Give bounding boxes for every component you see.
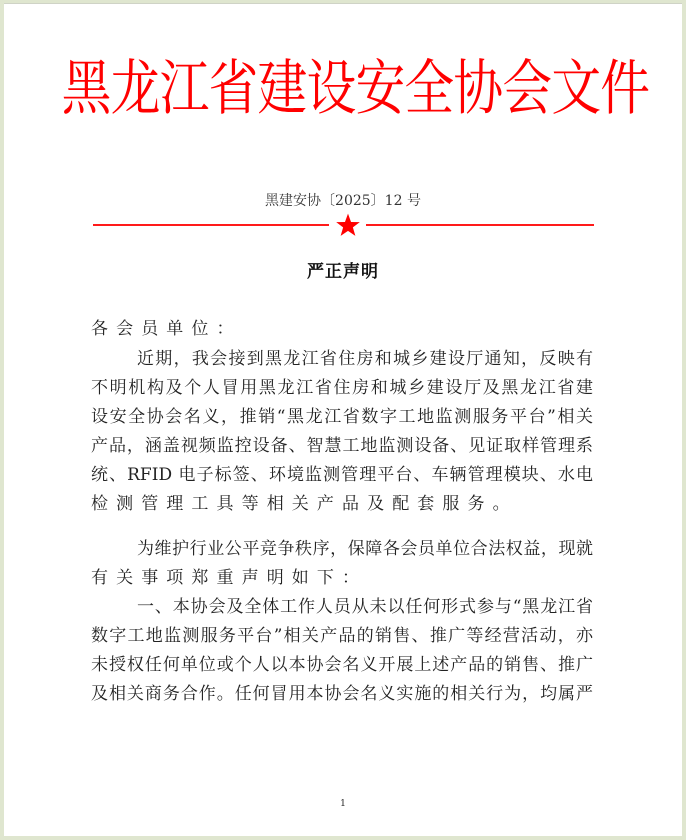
body-line: 有关事项郑重声明如下： (91, 568, 368, 588)
body-line: 检测管理工具等相关产品及配套服务。 (91, 494, 518, 514)
salutation: 各会员单位： (91, 319, 242, 339)
document-page (4, 3, 682, 836)
page-number: 1 (340, 799, 346, 809)
red-divider-right (366, 224, 594, 226)
body-line: 数字工地监测服务平台”相关产品的销售、推广等经营活动，亦 (91, 626, 593, 646)
body-line: 近期，我会接到黑龙江省住房和城乡建设厅通知，反映有 (137, 349, 593, 369)
body-line: 统、RFID 电子标签、环境监测管理平台、车辆管理模块、水电 (91, 465, 593, 485)
masthead-title: 黑龙江省建设安全协会文件 (61, 54, 650, 124)
star-icon (335, 212, 361, 238)
body-line: 及相关商务合作。任何冒用本协会名义实施的相关行为，均属严 (91, 684, 593, 704)
body-line: 未授权任何单位或个人以本协会名义开展上述产品的销售、推广 (91, 655, 593, 675)
red-divider-left (93, 224, 329, 226)
body-line: 一、本协会及全体工作人员从未以任何形式参与“黑龙江省 (137, 597, 593, 617)
statement-title: 严正声明 (307, 262, 379, 282)
body-line: 为维护行业公平竞争秩序，保障各会员单位合法权益，现就 (137, 539, 593, 559)
body-line: 不明机构及个人冒用黑龙江省住房和城乡建设厅及黑龙江省建 (91, 378, 593, 398)
body-line: 设安全协会名义，推销“黑龙江省数字工地监测服务平台”相关 (91, 407, 593, 427)
document-number: 黑建安协〔2025〕12 号 (265, 193, 421, 209)
body-line: 产品，涵盖视频监控设备、智慧工地监测设备、见证取样管理系 (91, 436, 593, 456)
